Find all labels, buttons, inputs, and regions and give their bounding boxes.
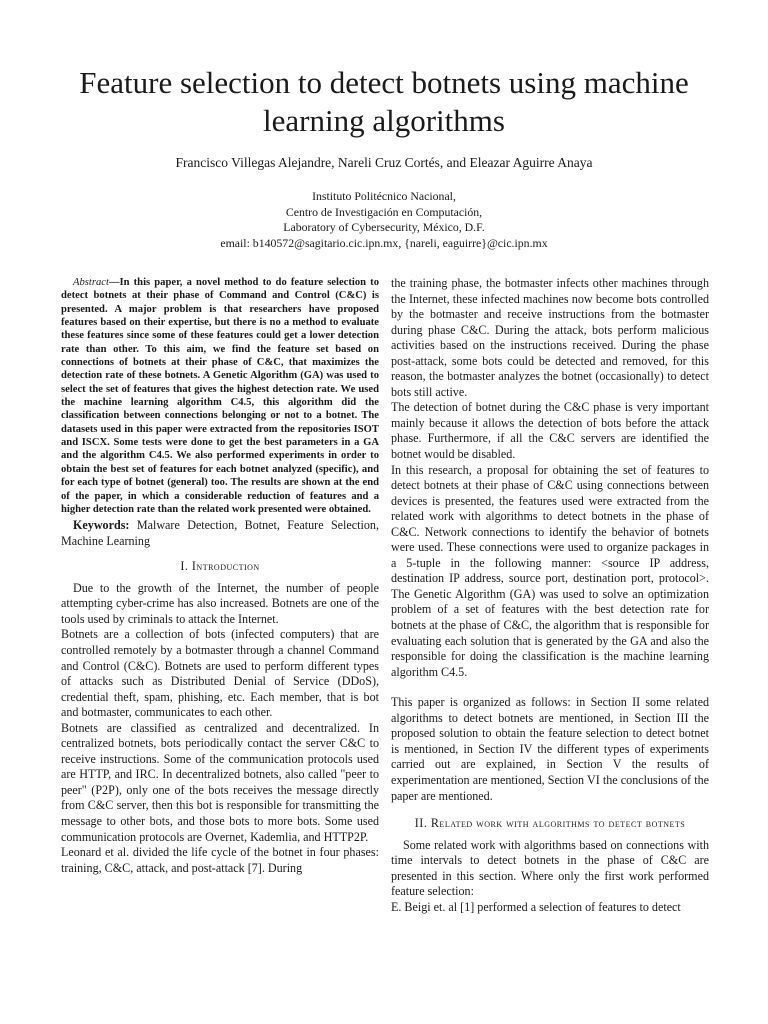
right-column: [391, 276, 709, 915]
body-paragraph: Due to the growth of the Internet, the number of people attempting cyber-crime has also increased. Botnets are one of the tools used by criminals to attack the Internet.: [61, 580, 379, 626]
body-paragraph: the training phase, the botmaster infects other machines through the Internet, these infected machines now become bots controlled by the botmaster and receive instructions from the botmaster during phase C&C. During the attack, bots perform malicious activities based on the instructions received. During the phase post-attack, some bots could be detected and removed, for this reason, the botmaster analyzes the botnet (occasionally) to detect bots still active.: [391, 276, 709, 399]
affiliation-line: Instituto Politécnico Nacional,: [312, 189, 456, 203]
body-paragraph: E. Beigi et. al [1] performed a selection of features to detect: [391, 899, 681, 914]
keywords: [61, 518, 379, 549]
abstract: [61, 276, 379, 516]
body-paragraph: The detection of botnet during the C&C phase is very important mainly because it allows the detection of bots before the attack phase. Furthermore, if all the C&C servers are identified the botnet would be disabled.: [391, 400, 709, 462]
keywords-label: Keywords:: [73, 518, 130, 533]
section-heading: I. Introduction: [180, 559, 260, 574]
body-paragraph: Botnets are a collection of bots (infected computers) that are controlled remotely by a botmaster through a channel Command and Control (C&C). Botnets are used to perform different types of attacks such as Distributed Denial of Service (DDoS), credential theft, spam, phishing, etc. Each member, that is bot and botmaster, communicates to each other.: [61, 627, 379, 720]
body-paragraph: Some related work with algorithms based on connections with time intervals to detect botnets in the phase of C&C are presented in this section. Where only the first work performed feature selection:: [391, 837, 709, 899]
paragraph-gap: [391, 680, 709, 695]
author-list: Francisco Villegas Alejandre, Nareli Cruz Cortés, and Eleazar Aguirre Anaya: [175, 155, 593, 170]
email-line: email: b140572@sagitario.cic.ipn.mx, {nareli, eaguirre}@cic.ipn.mx: [220, 235, 548, 250]
keywords-text: Malware Detection, Botnet, Feature Selection, Machine Learning: [61, 518, 379, 548]
abstract-text: —In this paper, a novel method to do feature selection to detect botnets at their phase of Command and Control (C&C) is presented. A major problem is that researchers have proposed features based on their expertise, but there is no a method to evaluate these features since some of these features could get a lower detection rate than other. To this aim, we find the feature set based on connections of botnets at their phase of C&C, that maximizes the detection rate of these botnets. A Genetic Algorithm (GA) was used to select the set of features that gives the highest detection rate. We used the machine learning algorithm C4.5, this algorithm did the classification between connections belonging or not to a botnet. The datasets used in this paper were extracted from the repositories ISOT and ISCX. Some tests were done to get the best parameters in a GA and the algorithm C4.5. We also performed experiments in order to obtain the best set of features for each botnet analyzed (specific), and for each type of botnet (general) too. The results are shown at the end of the paper, in which a considerable reduction of features and a higher detection rate than the related work presented were obtained.: [61, 277, 379, 515]
body-paragraph: Botnets are classified as centralized and decentralized. In centralized botnets, bots periodically contact the server C&C to receive instructions. Some of the communication protocols used are HTTP, and IRC. In decentralized botnets, also called "peer to peer" (P2P), only one of the bots receives the message directly from C&C server, then this bot is responsible for transmitting the message to other bots, and those bots to more bots. Some used communication protocols are Overnet, Kademlia, and HTTP2P.: [61, 720, 379, 844]
affiliation-line: Laboratory of Cybersecurity, México, D.F.: [283, 220, 485, 235]
body-paragraph: In this research, a proposal for obtaining the set of features to detect botnets at their phase of C&C using connections between devices is presented, the features used were extracted from the related work with algorithms to detect botnets in the phase of C&C. Network connections to identify the behavior of botnets were used. These connections were used to organize packages in a 5-tuple in the following manner: <source IP address, destination IP address, source port, destination port, protocol>. The Genetic Algorithm (GA) was used to solve an optimization problem of a set of features with the best detection rate for botnets at the phase of C&C, the algorithm that is responsible for evaluating each solution that is generated by the GA and also the responsible for doing the classification is the machine learning algorithm C4.5.: [391, 462, 709, 679]
abstract-label: Abstract: [73, 277, 109, 288]
left-column: [61, 276, 379, 876]
section-heading: II. Related work with algorithms to detect botnets: [414, 816, 686, 831]
body-paragraph: This paper is organized as follows: in Section II some related algorithms to detect botnets are mentioned, in Section III the proposed solution to obtain the feature selection to detect botnet is mentioned, in Section IV the different types of experiments carried out are explained, in Section V the results of experimentation are mentioned, Section VI the conclusions of the paper are mentioned.: [391, 695, 709, 803]
paper-title: Feature selection to detect botnets using machine learning algorithms: [79, 65, 689, 138]
body-paragraph: Leonard et al. divided the life cycle of the botnet in four phases: training, C&C, attack, and post-attack [7]. During: [61, 845, 379, 875]
affiliation-line: Centro de Investigación en Computación,: [285, 204, 483, 219]
affiliation-block: [40, 189, 728, 251]
